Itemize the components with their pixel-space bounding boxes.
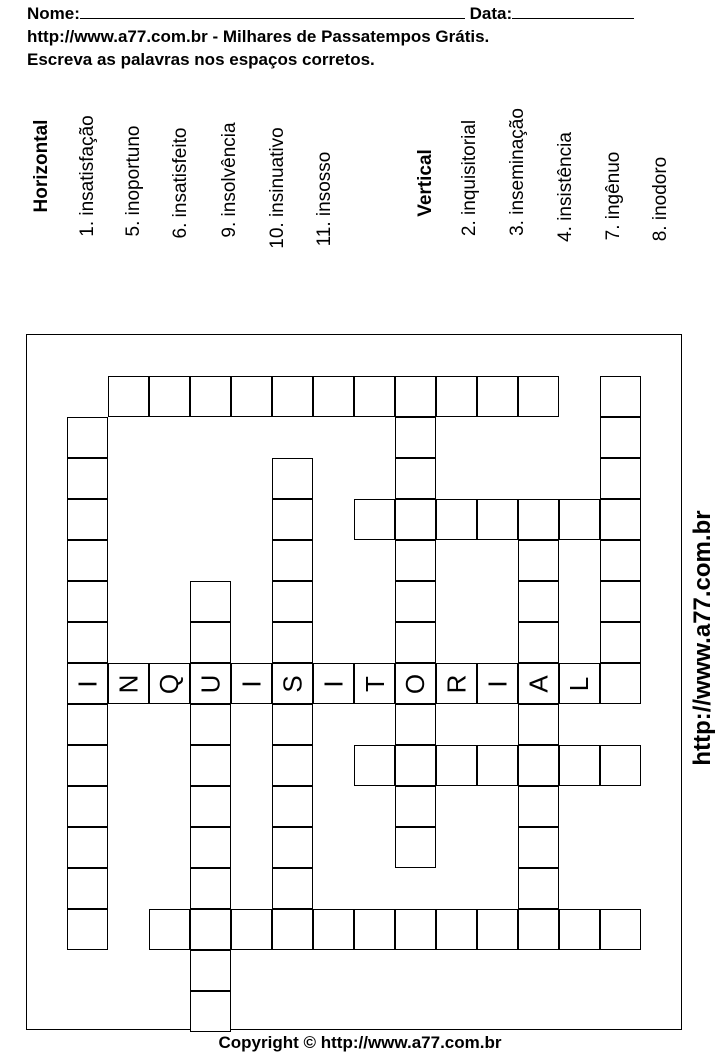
vertical-clue: 8. inodoro — [650, 156, 671, 242]
name-date-line — [27, 4, 634, 24]
grid-letter: S — [277, 674, 308, 693]
grid-letter: N — [113, 674, 144, 693]
vertical-clue: 2. inquisitorial — [459, 119, 480, 237]
grid-letter: A — [523, 674, 554, 693]
instruction-line: Escreva as palavras nos espaços corretos. — [27, 50, 375, 69]
grid-letter: Q — [154, 673, 185, 694]
date-blank[interactable] — [512, 4, 634, 19]
horizontal-clue: 5. inoportuno — [123, 125, 144, 237]
vertical-clue: 4. insistência — [555, 132, 576, 242]
horizontal-clue: 9. insolvência — [219, 122, 240, 238]
footer-copyright: Copyright © http://www.a77.com.br — [218, 1033, 502, 1052]
puzzle-frame — [26, 334, 682, 1030]
grid-letter: L — [564, 676, 595, 691]
site-line: http://www.a77.com.br - Milhares de Passatempos Grátis. — [27, 27, 490, 46]
grid-letter: I — [72, 679, 103, 688]
horizontal-clue: 11. insosso — [314, 151, 335, 247]
grid-letter: T — [359, 675, 390, 692]
date-label: Data: — [469, 4, 513, 23]
horizontal-title: Horizontal — [31, 119, 52, 213]
grid-letter: I — [236, 679, 267, 688]
grid-letter: R — [441, 674, 472, 693]
name-label: Nome: — [27, 4, 80, 23]
horizontal-clue: 6. insatisfeito — [170, 127, 191, 239]
grid-letter: I — [482, 679, 513, 688]
vertical-title: Vertical — [415, 149, 436, 217]
grid-letter: O — [400, 673, 431, 694]
name-blank[interactable] — [80, 4, 465, 19]
horizontal-clue: 1. insatisfação — [77, 115, 98, 237]
side-url: http://www.a77.com.br — [689, 510, 716, 766]
vertical-clue: 3. inseminação — [507, 108, 528, 236]
horizontal-clue: 10. insinuativo — [267, 127, 288, 249]
grid-letter: I — [318, 679, 349, 688]
grid-letter: U — [195, 674, 226, 693]
vertical-clue: 7. ingênuo — [603, 151, 624, 241]
